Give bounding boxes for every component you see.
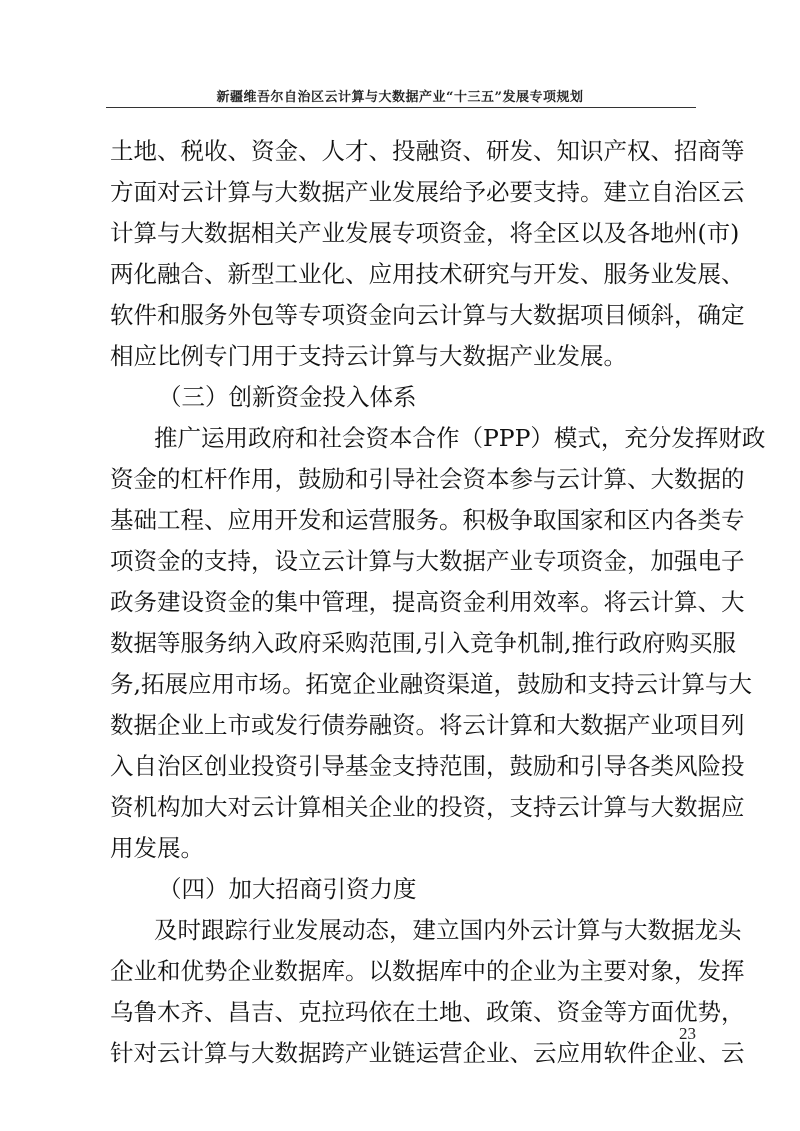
paragraph-line: 两化融合、新型工业化、应用技术研究与开发、服务业发展、: [110, 260, 745, 288]
section-heading: （三）创新资金投入体系: [158, 383, 417, 411]
paragraph-line: 相应比例专门用于支持云计算与大数据产业发展。: [110, 342, 627, 370]
paragraph-line: 政务建设资金的集中管理，提高资金利用效率。将云计算、大: [110, 588, 745, 616]
paragraph-line: 基础工程、应用开发和运营服务。积极争取国家和区内各类专: [110, 506, 745, 534]
paragraph-line: 计算与大数据相关产业发展专项资金，将全区以及各地州(市): [110, 219, 740, 247]
running-header-title: 新疆维吾尔自治区云计算与大数据产业“十三五”发展专项规划: [216, 90, 584, 105]
paragraph-line: 及时跟踪行业发展动态，建立国内外云计算与大数据龙头: [154, 916, 742, 944]
paragraph-line: 用发展。: [110, 834, 204, 862]
page-number: 23: [679, 1024, 696, 1043]
header-divider: [106, 107, 696, 108]
paragraph-line: 推广运用政府和社会资本合作（PPP）模式，充分发挥财政: [154, 424, 766, 452]
paragraph-line: 方面对云计算与大数据产业发展给予必要支持。建立自治区云: [110, 178, 745, 206]
paragraph-line: 务,拓展应用市场。拓宽企业融资渠道，鼓励和支持云计算与大: [110, 670, 752, 698]
section-heading: （四）加大招商引资力度: [158, 875, 417, 903]
paragraph-line: 软件和服务外包等专项资金向云计算与大数据项目倾斜，确定: [110, 301, 745, 329]
paragraph-line: 项资金的支持，设立云计算与大数据产业专项资金，加强电子: [110, 547, 745, 575]
paragraph-line: 针对云计算与大数据跨产业链运营企业、云应用软件企业、云: [110, 1039, 745, 1067]
paragraph-line: 数据等服务纳入政府采购范围,引入竞争机制,推行政府购买服: [110, 629, 736, 657]
paragraph-line: 数据企业上市或发行债券融资。将云计算和大数据产业项目列: [110, 711, 745, 739]
paragraph-line: 乌鲁木齐、昌吉、克拉玛依在土地、政策、资金等方面优势，: [110, 998, 745, 1026]
paragraph-line: 企业和优势企业数据库。以数据库中的企业为主要对象，发挥: [110, 957, 745, 985]
paragraph-line: 入自治区创业投资引导基金支持范围，鼓励和引导各类风险投: [110, 752, 745, 780]
paragraph-line: 资机构加大对云计算相关企业的投资，支持云计算与大数据应: [110, 793, 745, 821]
paragraph-line: 土地、税收、资金、人才、投融资、研发、知识产权、招商等: [110, 137, 745, 165]
paragraph-line: 资金的杠杆作用，鼓励和引导社会资本参与云计算、大数据的: [110, 465, 745, 493]
